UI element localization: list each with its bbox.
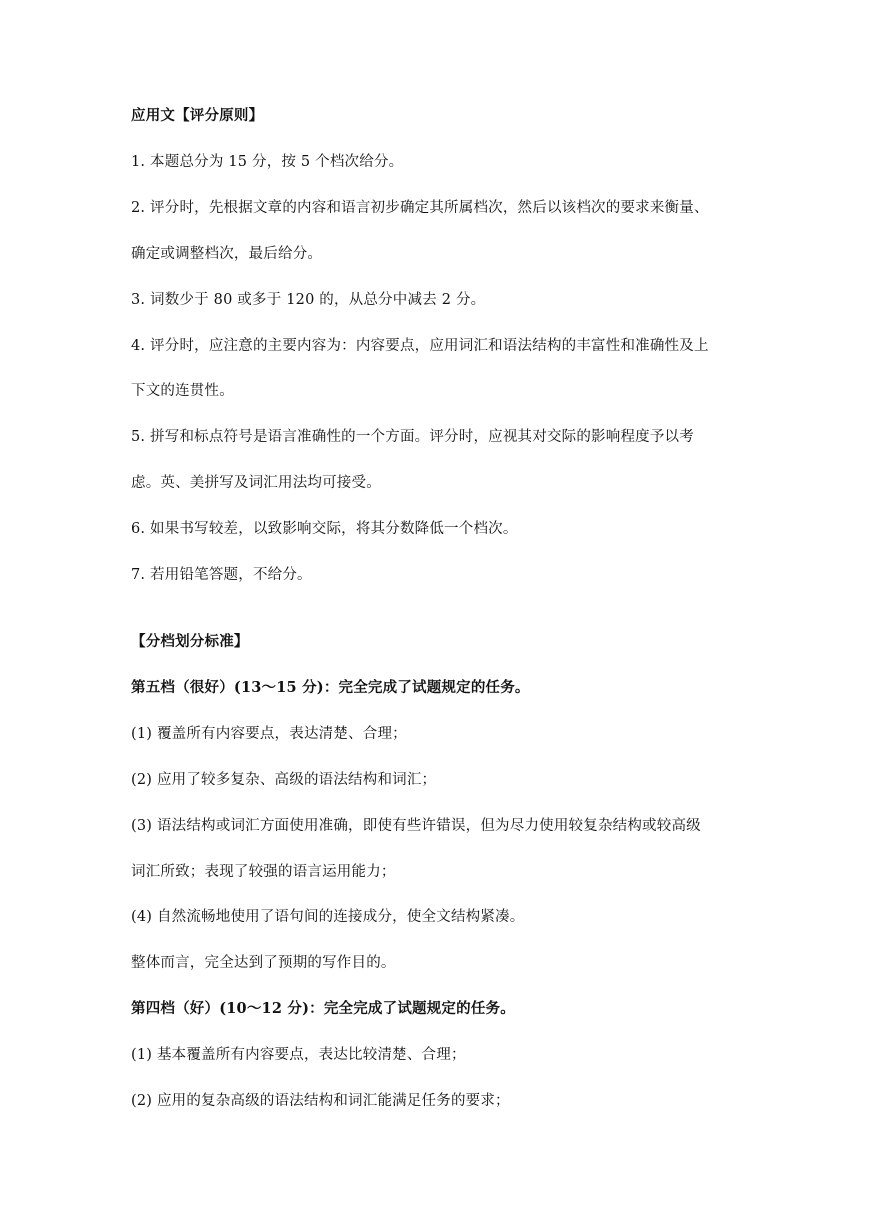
- principle-line: 确定或调整档次，最后给分。: [131, 246, 323, 262]
- tier5-title: 第五档（很好）(13～15 分)：完全完成了试题规定的任务。: [131, 679, 530, 696]
- principle-line: 1. 本题总分为 15 分，按 5 个档次给分。: [131, 154, 404, 170]
- principle-line: 6. 如果书写较差，以致影响交际，将其分数降低一个档次。: [131, 521, 518, 537]
- tier5-item: (1) 覆盖所有内容要点，表达清楚、合理；: [131, 726, 407, 742]
- principle-line: 5. 拼写和标点符号是语言准确性的一个方面。评分时，应视其对交际的影响程度予以考: [131, 429, 694, 445]
- principle-line: 3. 词数少于 80 或多于 120 的，从总分中减去 2 分。: [131, 292, 486, 308]
- tier4-item: (1) 基本覆盖所有内容要点，表达比较清楚、合理；: [131, 1047, 466, 1063]
- principle-line: 7. 若用铅笔答题，不给分。: [131, 567, 312, 583]
- tier4-item: (2) 应用的复杂高级的语法结构和词汇能满足任务的要求；: [131, 1093, 510, 1109]
- tier5-item: 词汇所致；表现了较强的语言运用能力；: [131, 864, 396, 880]
- tier5-item: 整体而言，完全达到了预期的写作目的。: [131, 955, 396, 971]
- tier5-item: (4) 自然流畅地使用了语句间的连接成分，使全文结构紧凑。: [131, 909, 525, 925]
- principle-line: 4. 评分时，应注意的主要内容为：内容要点，应用词汇和语法结构的丰富性和准确性及上: [131, 338, 709, 354]
- section-title-grading-standards: 【分档划分标准】: [131, 633, 249, 650]
- tier5-item: (2) 应用了较多复杂、高级的语法结构和词汇；: [131, 772, 437, 788]
- section-title-scoring-principles: 应用文【评分原则】: [131, 107, 264, 124]
- principle-line: 虑。英、美拼写及词汇用法均可接受。: [131, 475, 381, 491]
- tier5-item: (3) 语法结构或词汇方面使用准确，即使有些许错误，但为尽力使用较复杂结构或较高级: [131, 818, 701, 834]
- principle-line: 下文的连贯性。: [131, 383, 234, 399]
- tier4-title: 第四档（好）(10～12 分)：完全完成了试题规定的任务。: [131, 1000, 515, 1017]
- principle-line: 2. 评分时，先根据文章的内容和语言初步确定其所属档次，然后以该档次的要求来衡量、: [131, 200, 709, 216]
